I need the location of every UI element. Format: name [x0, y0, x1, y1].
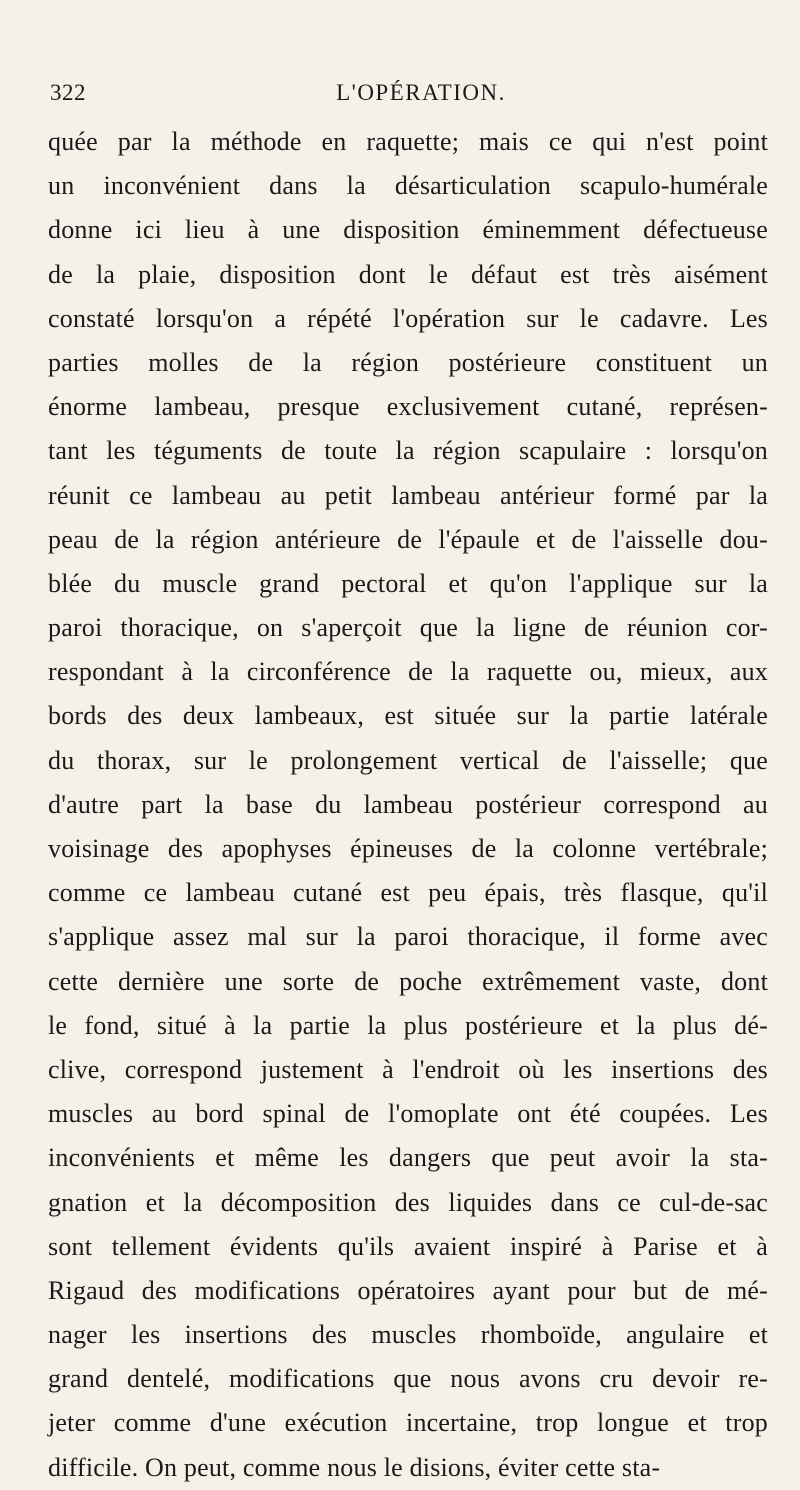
text-line: jeter comme d'une exécution incertaine, trop longue et trop	[48, 1408, 768, 1438]
text-line: tant les téguments de toute la région scapulaire : lorsqu'on	[48, 436, 768, 466]
text-line: bords des deux lambeaux, est située sur la partie latérale	[48, 701, 768, 731]
text-line: de la plaie, disposition dont le défaut est très aisément	[48, 259, 768, 289]
text-line: respondant à la circonférence de la raquette ou, mieux, aux	[48, 657, 768, 687]
text-line: gnation et la décomposition des liquides dans ce cul-de-sac	[48, 1187, 768, 1217]
text-line: sont tellement évidents qu'ils avaient inspiré à Parise et à	[48, 1231, 768, 1261]
text-line: clive, correspond justement à l'endroit où les insertions des	[48, 1054, 768, 1084]
text-line: d'autre part la base du lambeau postérieur correspond au	[48, 789, 768, 819]
text-line: voisinage des apophyses épineuses de la colonne vertébrale;	[48, 834, 768, 863]
text-line: grand dentelé, modifications que nous avons cru devoir re-	[48, 1364, 768, 1394]
text-line: du thorax, sur le prolongement vertical de l'aisselle; que	[48, 745, 768, 775]
body-text	[48, 120, 768, 1490]
text-line: inconvénients et même les dangers que peut avoir la sta-	[48, 1143, 768, 1173]
text-line: cette dernière une sorte de poche extrêmement vaste, dont	[48, 966, 768, 996]
text-line: s'applique assez mal sur la paroi thoracique, il forme avec	[48, 922, 768, 952]
text-line: énorme lambeau, presque exclusivement cutané, représen-	[48, 392, 768, 422]
page-header	[50, 80, 752, 110]
text-line: muscles au bord spinal de l'omoplate ont été coupées. Les	[48, 1099, 768, 1129]
text-line: un inconvénient dans la désarticulation scapulo-humérale	[48, 171, 768, 201]
text-line: le fond, situé à la partie la plus postérieure et la plus dé-	[48, 1010, 768, 1040]
text-line: constaté lorsqu'on a répété l'opération sur le cadavre. Les	[48, 303, 768, 333]
text-line: réunit ce lambeau au petit lambeau antérieur formé par la	[48, 480, 768, 510]
text-line: quée par la méthode en raquette; mais ce qui n'est point	[48, 127, 768, 156]
text-line: nager les insertions des muscles rhomboïde, angulaire et	[48, 1320, 768, 1350]
text-line: peau de la région antérieure de l'épaule et de l'aisselle dou-	[48, 524, 768, 554]
text-line: parties molles de la région postérieure constituent un	[48, 347, 768, 377]
text-line: comme ce lambeau cutané est peu épais, très flasque, qu'il	[48, 878, 768, 908]
text-line: donne ici lieu à une disposition éminemment défectueuse	[48, 215, 768, 245]
text-line: Rigaud des modifications opératoires ayant pour but de mé-	[48, 1275, 768, 1305]
text-line: paroi thoracique, on s'aperçoit que la ligne de réunion cor-	[48, 613, 768, 643]
page-number: 322	[50, 80, 86, 105]
text-line: difficile. On peut, comme nous le disions, éviter cette sta-	[48, 1452, 661, 1482]
running-head: L'OPÉRATION.	[336, 80, 506, 105]
text-line: blée du muscle grand pectoral et qu'on l'applique sur la	[48, 568, 768, 598]
